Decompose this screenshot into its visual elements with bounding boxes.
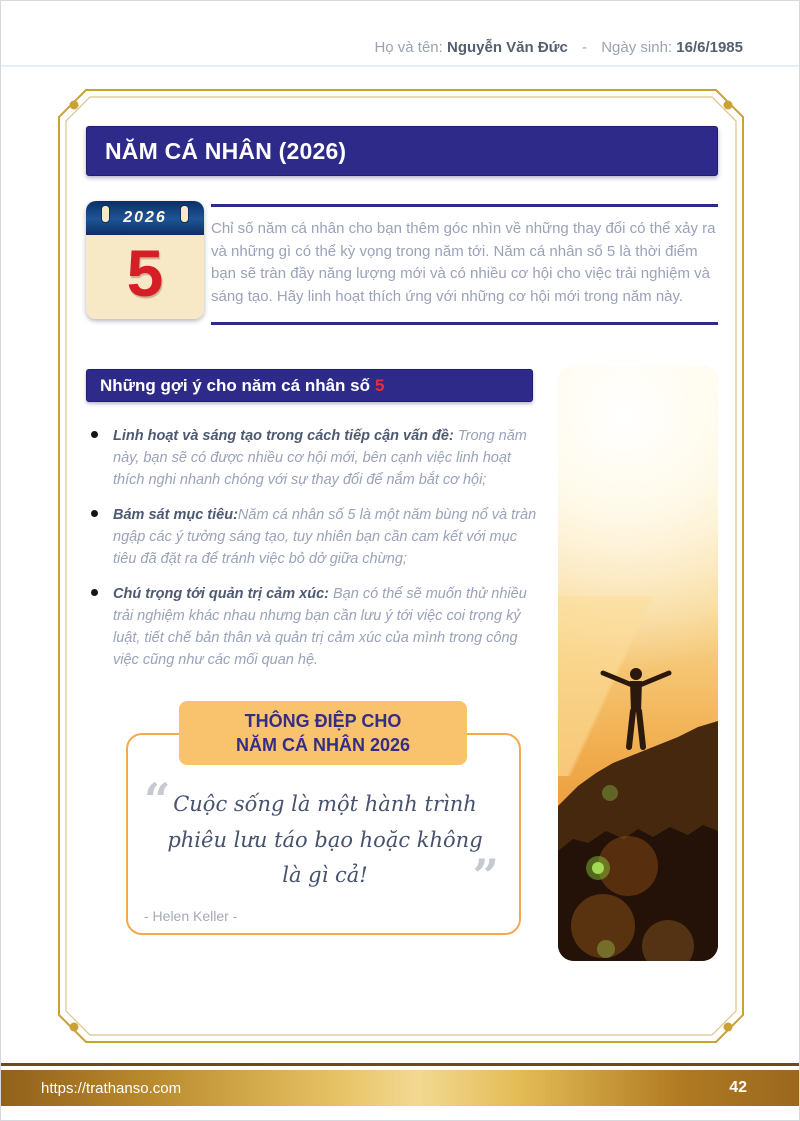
dob-value: 16/6/1985	[676, 39, 743, 56]
suggestion-body: Trong năm này, bạn sẽ có được nhiều cơ hội mới, bên cạnh việc linh hoạt thích nghi nhanh chóng với sự thay đổi để nắm bắt cơ hội;	[113, 428, 527, 489]
open-quote-icon: “	[144, 773, 171, 827]
calendar-year: 2026	[123, 209, 167, 226]
intro-paragraph: Chỉ số năm cá nhân cho bạn thêm góc nhìn về những thay đổi có thể xảy ra và những gì có thể kỳ vọng trong năm tới. Năm cá nhân số 5 là thời điểm bạn sẽ tràn đầy năng lượng mới và có nhiều cơ hội cho việc trải nghiệm và sáng tạo. Hãy linh hoạt thích ứng với những cơ hội mới trong năm này.	[211, 204, 718, 325]
suggestions-list	[86, 425, 538, 684]
section-title: NĂM CÁ NHÂN (2026)	[105, 137, 347, 164]
personal-year-number: 5	[126, 236, 164, 310]
calendar-ring-left	[101, 205, 110, 223]
rocks-silhouette	[558, 711, 718, 961]
footer-accent-line	[1, 1063, 800, 1066]
suggestion-lead: Linh hoạt và sáng tạo trong cách tiếp cận vấn đề:	[113, 428, 454, 444]
list-item	[86, 504, 538, 570]
bullet-icon	[91, 510, 98, 517]
suggestion-body: Năm cá nhân số 5 là một năm bùng nổ và tràn ngập các ý tưởng sáng tạo, tuy nhiên bạn cần cam kết với mục tiêu đã đặt ra để tránh việc bỏ dở giữa chừng;	[113, 507, 537, 568]
footer-bar	[1, 1070, 800, 1106]
message-label-line1: THÔNG ĐIỆP CHO	[244, 710, 402, 731]
header-separator: -	[582, 39, 588, 56]
section-title-bar	[86, 126, 718, 176]
header-divider	[1, 65, 800, 67]
suggestion-body: Bạn có thể sẽ muốn thử nhiều trải nghiệm khác nhau nhưng bạn cần lưu ý tới việc coi trọng kỷ luật, tiết chế bản thân và quản trị cảm xúc của mình trong công việc cũng như các mối quan hệ.	[113, 586, 527, 669]
message-label-line2: NĂM CÁ NHÂN 2026	[235, 735, 411, 755]
page-number: 42	[729, 1079, 747, 1096]
person-header	[374, 39, 743, 56]
quote-attribution: - Helen Keller -	[144, 908, 238, 924]
calendar-icon	[86, 201, 204, 319]
bullet-icon	[91, 589, 98, 596]
calendar-body	[86, 235, 204, 319]
dob-label: Ngày sinh:	[601, 39, 673, 56]
name-label: Họ và tên:	[374, 39, 443, 56]
suggestion-lead: Chú trọng tới quản trị cảm xúc:	[113, 586, 329, 603]
message-label	[179, 701, 467, 765]
quote-text: Cuộc sống là một hành trình phiêu lưu táo bạo hoặc không là gì cả!	[167, 792, 483, 888]
suggestion-lead: Bám sát mục tiêu:	[113, 507, 238, 524]
calendar-ring-right	[180, 205, 189, 223]
name-value: Nguyễn Văn Đức	[446, 39, 568, 56]
close-quote-icon: ”	[472, 849, 499, 903]
list-item	[86, 583, 538, 671]
sunset-silhouette-photo	[558, 366, 718, 961]
suggestions-header-bar	[86, 369, 533, 402]
footer-url-link[interactable]: https://trathanso.com	[41, 1079, 182, 1097]
suggestions-heading: Những gợi ý cho năm cá nhân số	[100, 375, 370, 395]
suggestions-heading-number: 5	[374, 375, 385, 395]
list-item	[86, 425, 538, 491]
bullet-icon	[91, 431, 98, 438]
calendar-header	[86, 201, 204, 235]
